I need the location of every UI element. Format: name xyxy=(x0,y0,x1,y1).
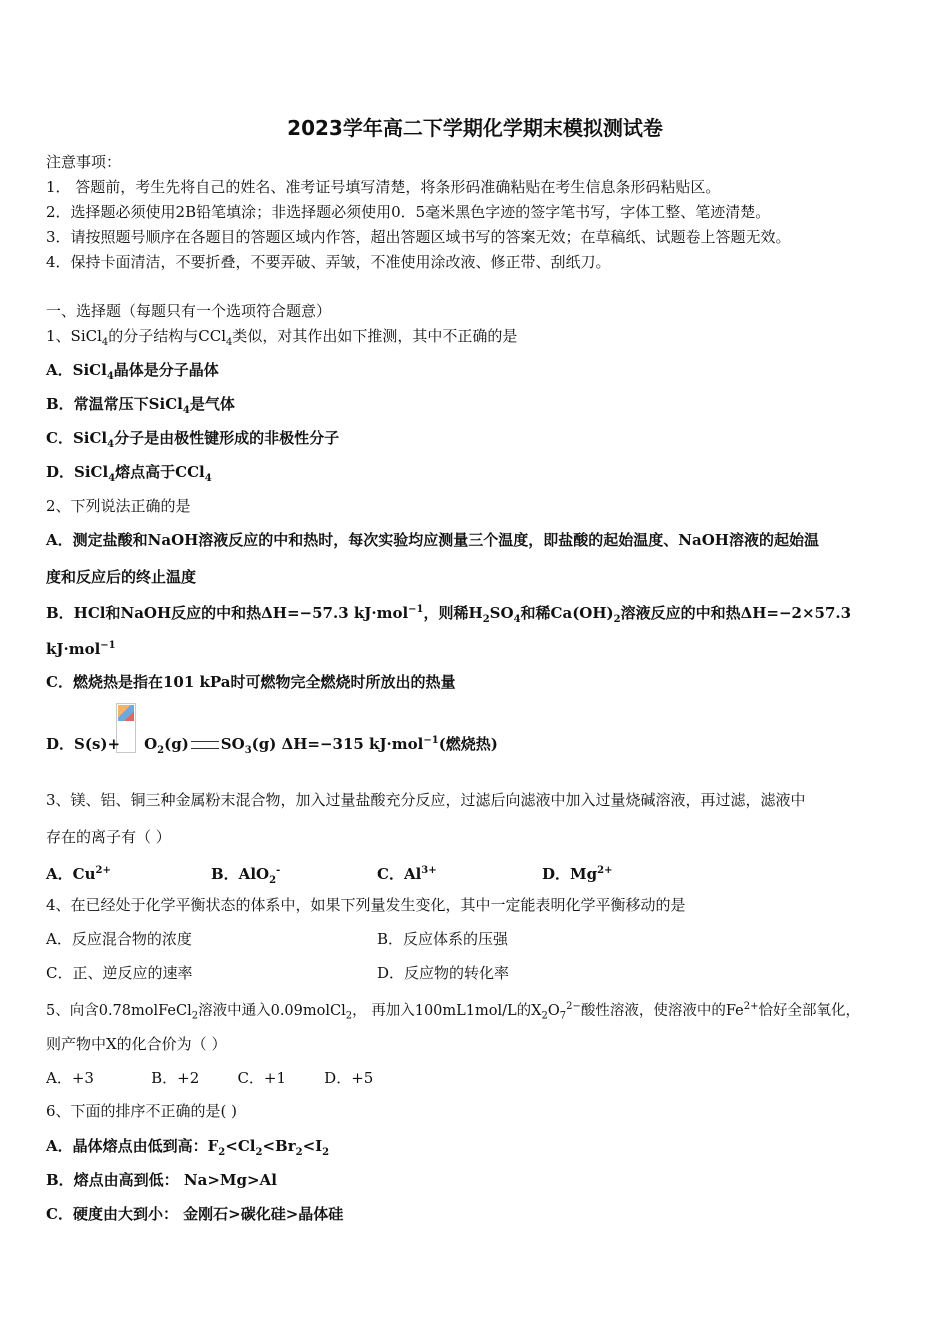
question-5-stem: 5、向含0.78molFeCl$_2$溶液中通入0.09molCl$_2$， 再加入100mL1mol/L的$X_2O_7^{2-}$酸性溶液，使溶液中的$Fe^{2+}$恰好全部氧化， xyxy=(46,1001,860,1022)
notice-item: 4．保持卡面清洁，不要折叠，不要弄破、弄皱，不准使用涂改液、修正带、刮纸刀。 xyxy=(46,253,611,271)
question-6-option-a: A．晶体熔点由低到高：$F_2<Cl_2<Br_2<I_2$ xyxy=(46,1137,330,1158)
question-2-option-b: B．HCl和NaOH反应的中和热ΔH=−57.3 kJ·mol$^{-1}$，则稀$H_2SO_4$和稀$Ca(OH)_2$溶液反应的中和热ΔH=−2×57.3 xyxy=(46,604,852,625)
question-1-option-d: D．SiCl$_4$熔点高于CCl$_4$ xyxy=(46,463,212,484)
question-1-stem: 1、SiCl$_4$的分子结构与CCl$_4$类似，对其作出如下推测，其中不正确的是 xyxy=(46,327,518,348)
question-4-stem: 4、在已经处于化学平衡状态的体系中，如果下列量发生变化，其中一定能表明化学平衡移动的是 xyxy=(46,896,686,914)
question-1-option-b: B．常温常压下SiCl$_4$是气体 xyxy=(46,395,235,416)
question-4-option-a: A．反应混合物的浓度 xyxy=(46,930,192,948)
section-heading: 一、选择题（每题只有一个选项符合题意） xyxy=(46,302,332,320)
question-3-stem: 3、镁、铝、铜三种金属粉末混合物，加入过量盐酸充分反应，过滤后向滤液中加入过量烧碱溶液，再过滤，滤液中 xyxy=(46,791,806,809)
question-2-option-b-cont: kJ·mol$^{-1}$ xyxy=(46,640,116,658)
question-1-option-c: C．SiCl$_4$分子是由极性键形成的非极性分子 xyxy=(46,429,340,450)
question-6-option-b: B．熔点由高到低： Na>Mg>Al xyxy=(46,1171,277,1189)
notice-item: 2．选择题必须使用2B铅笔填涂；非选择题必须使用0．5毫米黑色字迹的签字笔书写，字体工整、笔迹清楚。 xyxy=(46,203,771,221)
question-4-option-c: C．正、逆反应的速率 xyxy=(46,964,193,982)
notice-item: 3．请按照题号顺序在各题目的答题区域内作答，超出答题区域书写的答案无效；在草稿纸、试题卷上答题无效。 xyxy=(46,228,791,246)
question-3-option-b: B．AlO$_2$- xyxy=(211,865,281,886)
equation-arrow xyxy=(191,741,219,749)
question-3-stem-cont: 存在的离子有（ ） xyxy=(46,828,171,846)
question-5-stem-cont: 则产物中X的化合价为（ ） xyxy=(46,1035,227,1053)
question-4-option-b: B．反应体系的压强 xyxy=(377,930,509,948)
question-3-option-a: A．$Cu^{2+}$ xyxy=(46,865,111,883)
question-2-option-a: A．测定盐酸和NaOH溶液反应的中和热时，每次实验均应测量三个温度，即盐酸的起始温度、NaOH溶液的起始温 xyxy=(46,531,819,549)
notice-heading: 注意事项： xyxy=(46,153,122,171)
broken-image-icon xyxy=(118,705,134,721)
question-3-option-c: C．$Al^{3+}$ xyxy=(377,865,437,883)
question-2-option-c: C．燃烧热是指在101 kPa时可燃物完全燃烧时所放出的热量 xyxy=(46,673,456,691)
question-2-option-a-cont: 度和反应后的终止温度 xyxy=(46,568,197,586)
question-2-stem: 2、下列说法正确的是 xyxy=(46,497,191,515)
question-1-option-a: A．SiCl$_4$晶体是分子晶体 xyxy=(46,361,219,382)
question-3-option-d: D．$Mg^{2+}$ xyxy=(542,865,613,883)
question-5-options: A．+3 B．+2 C．+1 D．+5 xyxy=(46,1069,374,1087)
page-title: 2023学年高二下学期化学期末模拟测试卷 xyxy=(287,116,663,140)
notice-item: 1． 答题前，考生先将自己的姓名、准考证号填写清楚，将条形码准确粘贴在考生信息条形码粘贴区。 xyxy=(46,178,721,196)
question-4-option-d: D．反应物的转化率 xyxy=(377,964,510,982)
question-6-stem: 6、下面的排序不正确的是( ) xyxy=(46,1102,238,1120)
question-6-option-c: C．硬度由大到小： 金刚石>碳化硅>晶体硅 xyxy=(46,1205,344,1223)
question-2-option-d: D．$S(s)+ O_2(g)$ $SO_3(g)$ ΔH=−315 kJ·mol$^{-1}$(燃烧热) xyxy=(46,735,498,756)
